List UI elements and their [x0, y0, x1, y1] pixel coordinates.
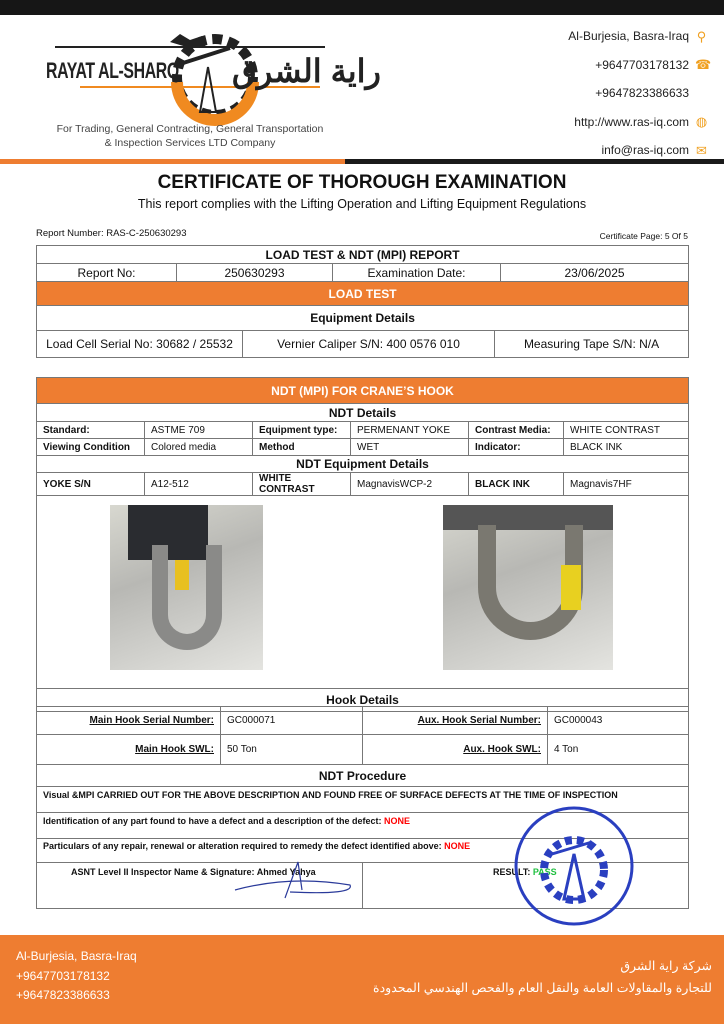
certificate-page: Certificate Page: 5 Of 5: [599, 231, 688, 241]
header-tagline-2: & Inspection Services LTD Company: [104, 137, 276, 149]
main-hook-serial: GC000071: [221, 707, 363, 735]
footer-addr: Al-Burjesia, Basra-Iraq: [16, 949, 137, 963]
company-tagline: [20, 122, 360, 150]
ndt-equip-type: PERMENANT YOKE: [351, 422, 469, 439]
brand-name: RAYAT AL-SHARQ: [46, 58, 179, 83]
inspector-name: Ahmed Yahya: [256, 867, 316, 877]
load-report-no-label: Report No:: [37, 264, 177, 282]
ndt-white: MagnavisWCP-2: [351, 473, 469, 496]
brand-name-arabic: راية الشرق: [232, 53, 381, 89]
ndt-aux-swl-label: Aux. Hook SWL:: [463, 744, 541, 755]
load-cell-serial: Load Cell Serial No: 30682 / 25532: [37, 331, 243, 358]
footer-ar2: للتجارة والمقاولات العامة والنقل العام والفحص الهندسي المحدودة: [373, 981, 712, 995]
hook-photo-aux: [443, 505, 613, 670]
ndt-hook-details: Hook Details: [37, 689, 689, 712]
exam-date-value: 23/06/2025: [501, 264, 689, 282]
divider-black: [345, 159, 724, 164]
ndt-main-serial-label: Main Hook Serial Number:: [89, 715, 214, 726]
ndt-method: WET: [351, 439, 469, 456]
location-pin-icon: ⚲: [696, 28, 707, 44]
top-bar: [0, 0, 724, 15]
ndt-method-label: Method: [253, 439, 351, 456]
caliper-serial: Vernier Caliper S/N: 400 0576 010: [243, 331, 495, 358]
globe-icon: ◍: [695, 114, 708, 130]
mail-icon: ✉: [696, 142, 707, 158]
hook-details-table: [36, 706, 689, 765]
ndt-standard: ASTME 709: [145, 422, 253, 439]
header-contacts-1-text: +9647703178132: [595, 57, 689, 72]
tape-serial: Measuring Tape S/N: N/A: [495, 331, 689, 358]
ndt-equip-details: NDT Equipment Details: [37, 456, 689, 473]
contact-phone-2: [568, 79, 708, 108]
ndt-repair-label: Particulars of any repair, renewal or alteration required to remedy the defect identified above:: [43, 841, 445, 851]
contact-website: [568, 108, 708, 137]
defect-value: NONE: [384, 816, 411, 826]
visual-statement: Visual &MPI CARRIED OUT FOR THE ABOVE DESCRIPTION AND FOUND FREE OF SURFACE DEFECTS AT THE TIME OF INSPECTION: [37, 787, 689, 813]
repair-value: NONE: [444, 841, 471, 851]
ndt-standard-label: Standard:: [37, 422, 145, 439]
ndt-equip-type-label: Equipment type:: [253, 422, 351, 439]
load-equipment-details: Equipment Details: [37, 306, 689, 331]
aux-hook-serial: GC000043: [548, 707, 689, 735]
phone-icon: ☎: [695, 57, 712, 73]
ndt-main-swl-label: Main Hook SWL:: [135, 744, 214, 755]
header-tagline-1: For Trading, General Contracting, General Transportation: [56, 123, 324, 135]
ndt-result-label: RESULT:: [493, 867, 533, 877]
inspector-signature: [230, 860, 360, 900]
company-stamp: [512, 804, 636, 928]
ndt-black: Magnavis7HF: [564, 473, 689, 496]
ndt-details: NDT Details: [37, 404, 689, 422]
ndt-black-label: BLACK INK: [469, 473, 564, 496]
ndt-contrast: WHITE CONTRAST: [564, 422, 689, 439]
ndt-procedure: NDT Procedure: [37, 765, 689, 787]
ndt-aux-serial-label: Aux. Hook Serial Number:: [417, 715, 541, 726]
contact-list: [568, 22, 712, 165]
document-subtitle: This report complies with the Lifting Operation and Lifting Equipment Regulations: [137, 197, 587, 211]
ndt-contrast-label: Contrast Media:: [469, 422, 564, 439]
load-exam-date-label: Examination Date:: [333, 264, 501, 282]
header-contacts-3-text[interactable]: http://www.ras-iq.com: [574, 114, 689, 129]
footer-phone1: +9647703178132: [16, 968, 110, 983]
contact-address: [568, 22, 708, 51]
ndt-header: NDT (MPI) FOR CRANE’S HOOK: [37, 378, 689, 404]
ndt-white-label: WHITE CONTRAST: [253, 473, 351, 496]
load-test-header: LOAD TEST: [37, 282, 689, 306]
result-value: PASS: [532, 867, 557, 877]
hook-photo-main: [110, 505, 263, 670]
ndt-viewing: Colored media: [145, 439, 253, 456]
report-number: Report Number: RAS-C-250630293: [36, 228, 187, 239]
footer: [0, 935, 724, 1024]
aux-hook-swl: 4 Ton: [548, 735, 689, 765]
ndt-inspector-label: ASNT Level II Inspector Name & Signature:: [71, 867, 257, 877]
header-contacts-4-text[interactable]: info@ras-iq.com: [601, 143, 689, 158]
footer-phone2: +9647823386633: [16, 988, 110, 1002]
ndt-yoke-label: YOKE S/N: [37, 473, 145, 496]
report-title: LOAD TEST & NDT (MPI) REPORT: [37, 246, 689, 264]
divider-orange: [0, 159, 345, 164]
ndt-indicator: BLACK INK: [564, 439, 689, 456]
footer-ar1: شركة راية الشرق: [620, 959, 712, 973]
main-hook-swl: 50 Ton: [221, 735, 363, 765]
ndt-indicator-label: Indicator:: [469, 439, 564, 456]
header-contacts-2-text: +9647823386633: [595, 86, 689, 101]
document-title: CERTIFICATE OF THOROUGH EXAMINATION: [157, 172, 567, 193]
contact-phone: [568, 51, 712, 80]
ndt-ident-label: Identification of any part found to have a defect and a description of the defect:: [43, 816, 385, 826]
header-contacts-0-text: Al-Burjesia, Basra-Iraq: [568, 29, 689, 44]
ndt-yoke: A12-512: [145, 473, 253, 496]
load-test-table: [36, 245, 689, 358]
ndt-viewing-label: Viewing Condition: [37, 439, 145, 456]
report-no-value: 250630293: [177, 264, 333, 282]
